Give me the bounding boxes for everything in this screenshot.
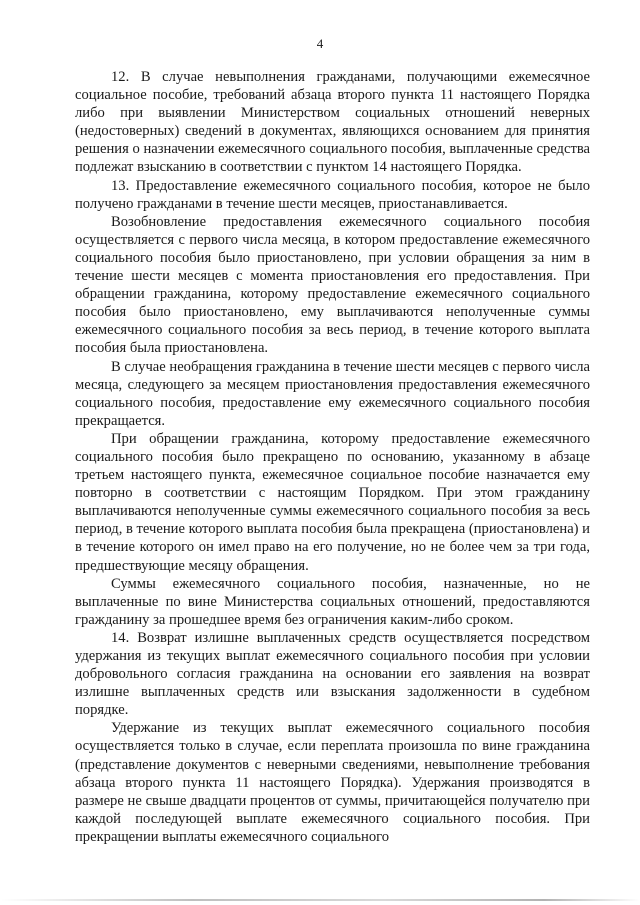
page-number: 4 [316,36,324,51]
paragraph-12: 12. В случае невыполнения гражданами, получающими ежемесячное социальное пособие, требований абзаца второго пункта 11 настоящего Порядка либо при выявлении Министерством социальных отношений неверных (недостоверных) сведений в документах, являющихся основанием для принятия решения о назначении ежемесячного социального пособия, выплаченные средства подлежат взысканию в соответствии с пунктом 14 настоящего Порядка. [75,69,590,176]
paragraph-14: 14. Возврат излишне выплаченных средств осуществляется посредством удержания из текущих выплат ежемесячного социального пособия при условии добровольного согласия гражданина на основании его заявления на возврат излишне выплаченных средств или взыскания задолженности в судебном порядке. [75,629,590,719]
paragraph-resumption: Возобновление предоставления ежемесячного социального пособия осуществляется с первого числа месяца, в котором предоставление ежемесячного социального пособия было приостановлено, при условии обращения за ним в течение шести месяцев с момента приостановления его предоставления. При обращении гражданина, которому предоставление ежемесячного социального пособия было приостановлено, ему выплачиваются неполученные суммы ежемесячного социального пособия за весь период, в течение которого выплата пособия была приостановлена. [75,213,590,357]
paragraph-non-application: В случае необращения гражданина в течение шести месяцев с первого числа месяца, следующего за месяцем приостановления предоставления ежемесячного социального пособия, предоставление ему ежемесячного социального пособия прекращается. [75,358,590,429]
paragraph-13: 13. Предоставление ежемесячного социального пособия, которое не было получено гражданами в течение шести месяцев, приостанавливается. [75,177,590,212]
document-body [75,68,590,846]
paragraph-withholding: Удержание из текущих выплат ежемесячного социального пособия осуществляется только в случае, если переплата произошла по вине гражданина (представление документов с неверными сведениями, невыполнение требования абзаца второго пункта 11 настоящего Порядка). Удержания производятся в размере не свыше двадцати процентов от суммы, причитающейся получателю при каждой последующей выплате ежемесячного социального пособия. При прекращении выплаты ежемесячного социального [75,720,590,845]
scan-edge-line [0,899,640,901]
paragraph-reapplication: При обращении гражданина, которому предоставление ежемесячного социального пособия было прекращено по основанию, указанному в абзаце третьем настоящего пункта, ежемесячное социальное пособие назначается ему повторно в соответствии с настоящим Порядком. При этом гражданину выплачиваются неполученные суммы ежемесячного социального пособия за весь период, в течение которого выплата пособия была прекращена (приостановлена) и в течение которого он имел право на его получение, но не более чем за три года, предшествующие месяцу обращения. [75,430,590,574]
paragraph-unpaid-sums: Суммы ежемесячного социального пособия, назначенные, но не выплаченные по вине Министерства социальных отношений, предоставляются гражданину за прошедшее время без ограничения каким-либо сроком. [75,575,590,628]
